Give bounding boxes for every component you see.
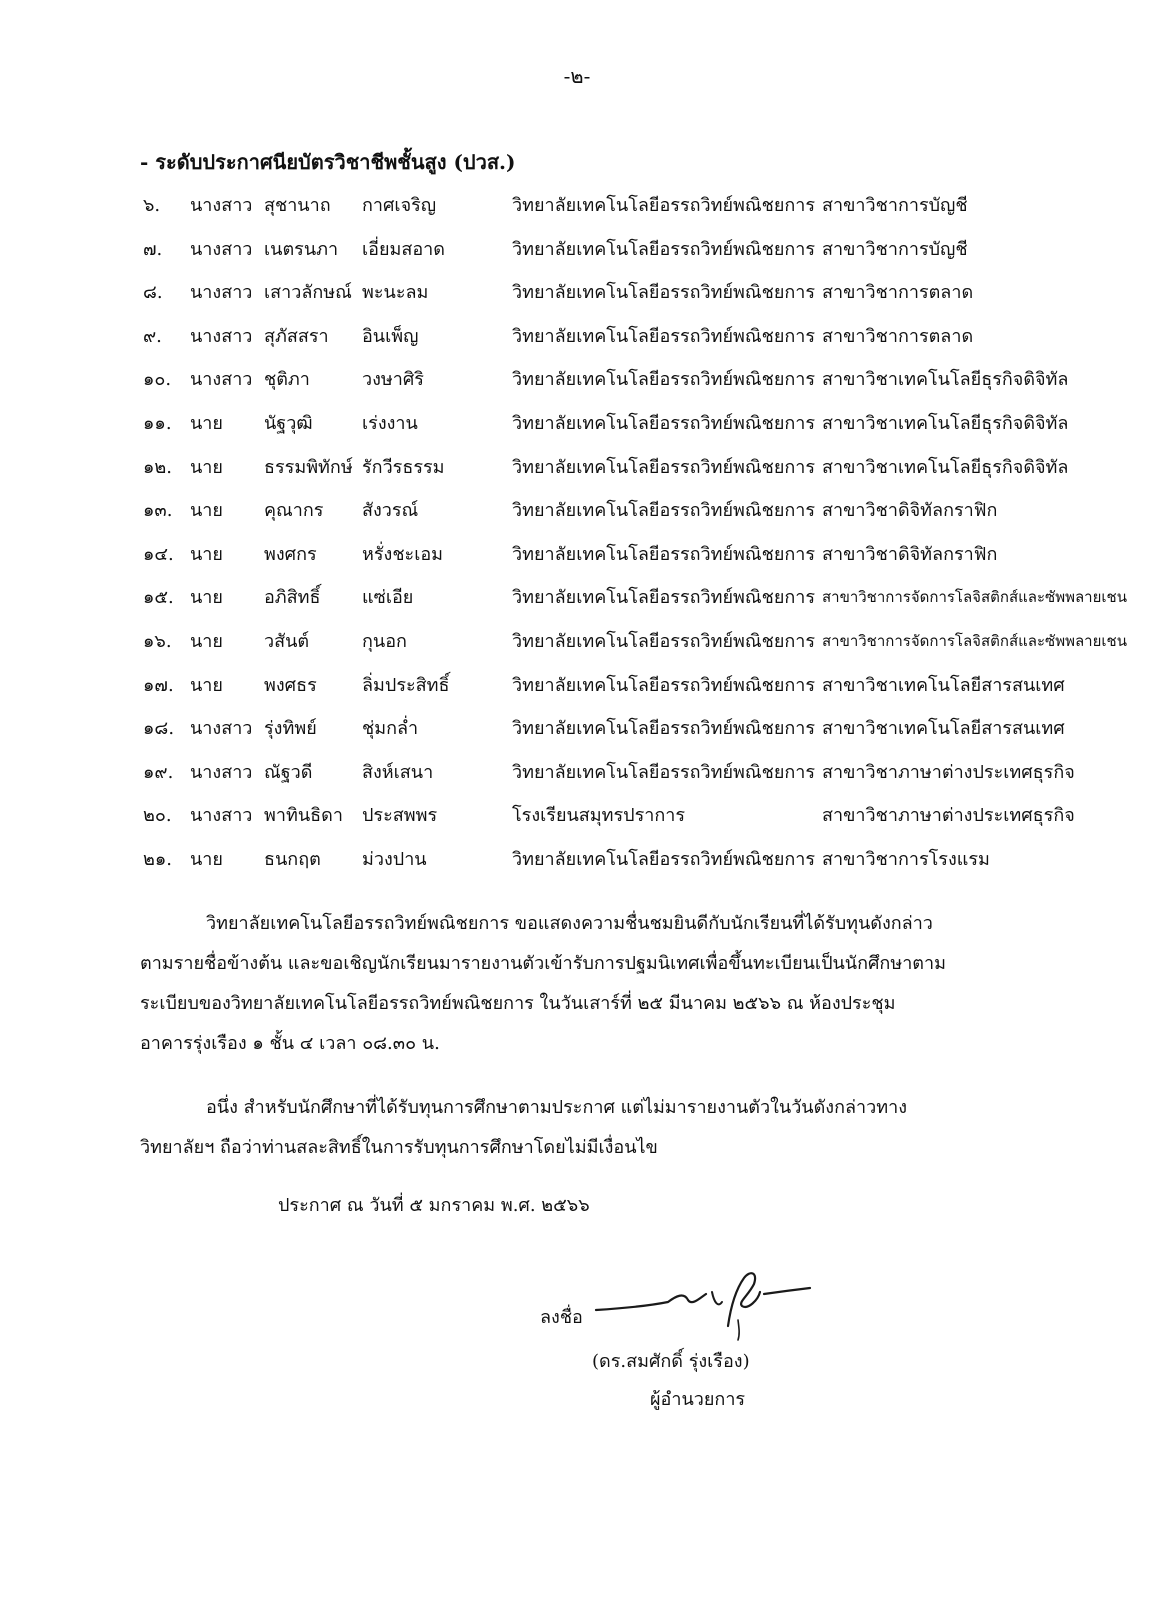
student-school: วิทยาลัยเทคโนโลยีอรรถวิทย์พณิชยการ: [512, 282, 816, 304]
student-last-name: เร่งงาน: [362, 412, 418, 434]
student-first-name: ธรรมพิทักษ์: [264, 456, 353, 478]
paragraph-line: อนึ่ง สำหรับนักศึกษาที่ได้รับทุนการศึกษาตามประกาศ แต่ไม่มารายงานตัวในวันดังกล่าวทาง: [206, 1097, 907, 1118]
student-first-name: สุภัสสรา: [264, 325, 329, 347]
student-title: นาย: [190, 500, 223, 522]
student-number: ๑๔.: [143, 543, 174, 565]
student-major: สาขาวิชาการจัดการโลจิสติกส์และซัพพลายเชน: [822, 588, 1127, 607]
student-first-name: ชุติภา: [264, 369, 310, 391]
student-row: [0, 448, 1154, 492]
student-title: นาย: [190, 587, 223, 609]
student-major: สาขาวิชาการบัญชี: [822, 238, 968, 260]
student-number: ๑๒.: [143, 456, 173, 478]
student-title: นางสาว: [190, 325, 253, 347]
student-first-name: วสันต์: [264, 630, 310, 652]
student-school: วิทยาลัยเทคโนโลยีอรรถวิทย์พณิชยการ: [512, 456, 816, 478]
student-number: ๑๕.: [143, 587, 174, 609]
student-school: วิทยาลัยเทคโนโลยีอรรถวิทย์พณิชยการ: [512, 412, 816, 434]
student-school: วิทยาลัยเทคโนโลยีอรรถวิทย์พณิชยการ: [512, 718, 816, 740]
student-last-name: วงษาศิริ: [362, 369, 424, 391]
student-school: วิทยาลัยเทคโนโลยีอรรถวิทย์พณิชยการ: [512, 543, 816, 565]
student-number: ๒๑.: [143, 848, 173, 870]
student-first-name: พงศกร: [264, 543, 317, 565]
student-first-name: พาทินธิดา: [264, 805, 343, 827]
student-last-name: ชุ่มกล่ำ: [362, 718, 419, 740]
student-first-name: เนตรนภา: [264, 238, 339, 260]
student-first-name: สุชานาถ: [264, 195, 331, 216]
student-major: สาขาวิชาดิจิทัลกราฟิก: [822, 500, 998, 522]
student-title: นางสาว: [190, 369, 253, 391]
student-last-name: กาศเจริญ: [362, 195, 437, 216]
student-title: นาย: [190, 543, 223, 565]
signature-label: ลงชื่อ: [540, 1307, 583, 1328]
student-number: ๑๙.: [143, 761, 174, 783]
student-title: นางสาว: [190, 718, 253, 740]
student-row: [0, 666, 1154, 710]
student-title: นาย: [190, 412, 223, 434]
student-major: สาขาวิชาการตลาด: [822, 282, 974, 304]
student-row: [0, 796, 1154, 840]
student-last-name: แซ่เอีย: [362, 587, 414, 609]
condition-paragraph: [140, 1088, 1010, 1168]
student-row: [0, 840, 1154, 884]
student-number: ๑๐.: [143, 369, 172, 391]
student-major: สาขาวิชาภาษาต่างประเทศธุรกิจ: [822, 805, 1075, 827]
student-last-name: ประสพพร: [362, 805, 438, 827]
student-last-name: ม่วงปาน: [362, 848, 427, 870]
student-row: [0, 709, 1154, 753]
student-first-name: นัฐวุฒิ: [264, 412, 313, 434]
student-major: สาขาวิชาเทคโนโลยีธุรกิจดิจิทัล: [822, 456, 1069, 478]
student-school: วิทยาลัยเทคโนโลยีอรรถวิทย์พณิชยการ: [512, 325, 816, 347]
student-row: [0, 622, 1154, 666]
paragraph-line: วิทยาลัยฯ ถือว่าท่านสละสิทธิ์ในการรับทุนการศึกษาโดยไม่มีเงื่อนไข: [140, 1137, 658, 1158]
student-roster: [0, 186, 1154, 884]
student-last-name: กุนอก: [362, 630, 407, 652]
student-number: ๑๗.: [143, 674, 174, 696]
student-title: นาย: [190, 630, 223, 652]
student-row: [0, 230, 1154, 274]
student-title: นางสาว: [190, 195, 253, 216]
student-school: วิทยาลัยเทคโนโลยีอรรถวิทย์พณิชยการ: [512, 848, 816, 870]
student-first-name: รุ่งทิพย์: [264, 718, 317, 740]
congratulation-paragraph: [140, 904, 1010, 1064]
student-major: สาขาวิชาการบัญชี: [822, 195, 968, 216]
student-row: [0, 186, 1154, 230]
student-first-name: ธนกฤต: [264, 848, 321, 870]
student-number: ๘.: [143, 282, 163, 304]
student-school: วิทยาลัยเทคโนโลยีอรรถวิทย์พณิชยการ: [512, 587, 816, 609]
paragraph-line: ตามรายชื่อข้างต้น และขอเชิญนักเรียนมารายงานตัวเข้ารับการปฐมนิเทศเพื่อขึ้นทะเบียนเป็นนักศึกษาตาม: [140, 953, 946, 974]
student-major: สาขาวิชาเทคโนโลยีธุรกิจดิจิทัล: [822, 369, 1069, 391]
student-number: ๑๖.: [143, 630, 172, 652]
student-last-name: อินเพ็ญ: [362, 325, 419, 347]
student-number: ๑๑.: [143, 412, 172, 434]
student-major: สาขาวิชาภาษาต่างประเทศธุรกิจ: [822, 761, 1075, 783]
student-last-name: พะนะลม: [362, 282, 429, 304]
student-first-name: พงศธร: [264, 674, 317, 696]
student-title: นางสาว: [190, 238, 253, 260]
announcement-date: ประกาศ ณ วันที่ ๕ มกราคม พ.ศ. ๒๕๖๖: [278, 1195, 590, 1216]
student-row: [0, 753, 1154, 797]
paragraph-line: อาคารรุ่งเรือง ๑ ชั้น ๔ เวลา ๐๘.๓๐ น.: [140, 1033, 440, 1054]
student-school: วิทยาลัยเทคโนโลยีอรรถวิทย์พณิชยการ: [512, 369, 816, 391]
student-major: สาขาวิชาเทคโนโลยีสารสนเทศ: [822, 718, 1065, 740]
section-heading: - ระดับประกาศนียบัตรวิชาชีพชั้นสูง (ปวส.): [140, 150, 516, 174]
student-major: สาขาวิชาการโรงแรม: [822, 848, 990, 870]
student-last-name: หรั่งชะเอม: [362, 543, 444, 565]
student-number: ๖.: [143, 195, 161, 216]
student-number: ๙.: [143, 325, 162, 347]
student-last-name: เอี่ยมสอาด: [362, 238, 445, 260]
student-first-name: อภิสิทธิ์: [264, 587, 321, 609]
student-major: สาขาวิชาเทคโนโลยีสารสนเทศ: [822, 674, 1065, 696]
student-title: นาย: [190, 456, 223, 478]
paragraph-line: วิทยาลัยเทคโนโลยีอรรถวิทย์พณิชยการ ขอแสดงความชื่นชมยินดีกับนักเรียนที่ได้รับทุนดังกล่าว: [206, 913, 933, 934]
student-number: ๑๓.: [143, 500, 173, 522]
paragraph-line: ระเบียบของวิทยาลัยเทคโนโลยีอรรถวิทย์พณิชยการ ในวันเสาร์ที่ ๒๕ มีนาคม ๒๕๖๖ ณ ห้องประชุม: [140, 993, 896, 1014]
student-school: วิทยาลัยเทคโนโลยีอรรถวิทย์พณิชยการ: [512, 195, 816, 216]
student-school: วิทยาลัยเทคโนโลยีอรรถวิทย์พณิชยการ: [512, 630, 816, 652]
student-title: นาย: [190, 674, 223, 696]
student-number: ๗.: [143, 238, 163, 260]
student-major: สาขาวิชาการตลาด: [822, 325, 974, 347]
student-first-name: คุณากร: [264, 500, 324, 522]
student-title: นางสาว: [190, 282, 253, 304]
student-row: [0, 317, 1154, 361]
student-row: [0, 404, 1154, 448]
student-first-name: ณัฐวดี: [264, 761, 313, 783]
student-school: วิทยาลัยเทคโนโลยีอรรถวิทย์พณิชยการ: [512, 500, 816, 522]
student-first-name: เสาวลักษณ์: [264, 282, 352, 304]
student-title: นาย: [190, 848, 223, 870]
signer-name: (ดร.สมศักดิ์ รุ่งเรือง): [592, 1351, 750, 1372]
student-number: ๒๐.: [143, 805, 172, 827]
signer-position: ผู้อำนวยการ: [650, 1389, 746, 1410]
student-title: นางสาว: [190, 805, 253, 827]
student-row: [0, 360, 1154, 404]
student-school: โรงเรียนสมุทรปราการ: [512, 805, 686, 827]
student-school: วิทยาลัยเทคโนโลยีอรรถวิทย์พณิชยการ: [512, 674, 816, 696]
student-last-name: รักวีรธรรม: [362, 456, 445, 478]
student-last-name: สังวรณ์: [362, 500, 419, 522]
page-number: -๒-: [563, 64, 591, 88]
student-major: สาขาวิชาเทคโนโลยีธุรกิจดิจิทัล: [822, 412, 1069, 434]
student-number: ๑๘.: [143, 718, 175, 740]
student-last-name: ลิ่มประสิทธิ์: [362, 674, 450, 696]
student-row: [0, 491, 1154, 535]
handwritten-signature: [588, 1262, 818, 1342]
student-row: [0, 535, 1154, 579]
student-major: สาขาวิชาดิจิทัลกราฟิก: [822, 543, 998, 565]
student-last-name: สิงห์เสนา: [362, 761, 434, 783]
student-row: [0, 273, 1154, 317]
student-title: นางสาว: [190, 761, 253, 783]
student-school: วิทยาลัยเทคโนโลยีอรรถวิทย์พณิชยการ: [512, 761, 816, 783]
student-school: วิทยาลัยเทคโนโลยีอรรถวิทย์พณิชยการ: [512, 238, 816, 260]
student-row: [0, 578, 1154, 622]
student-major: สาขาวิชาการจัดการโลจิสติกส์และซัพพลายเชน: [822, 631, 1127, 650]
